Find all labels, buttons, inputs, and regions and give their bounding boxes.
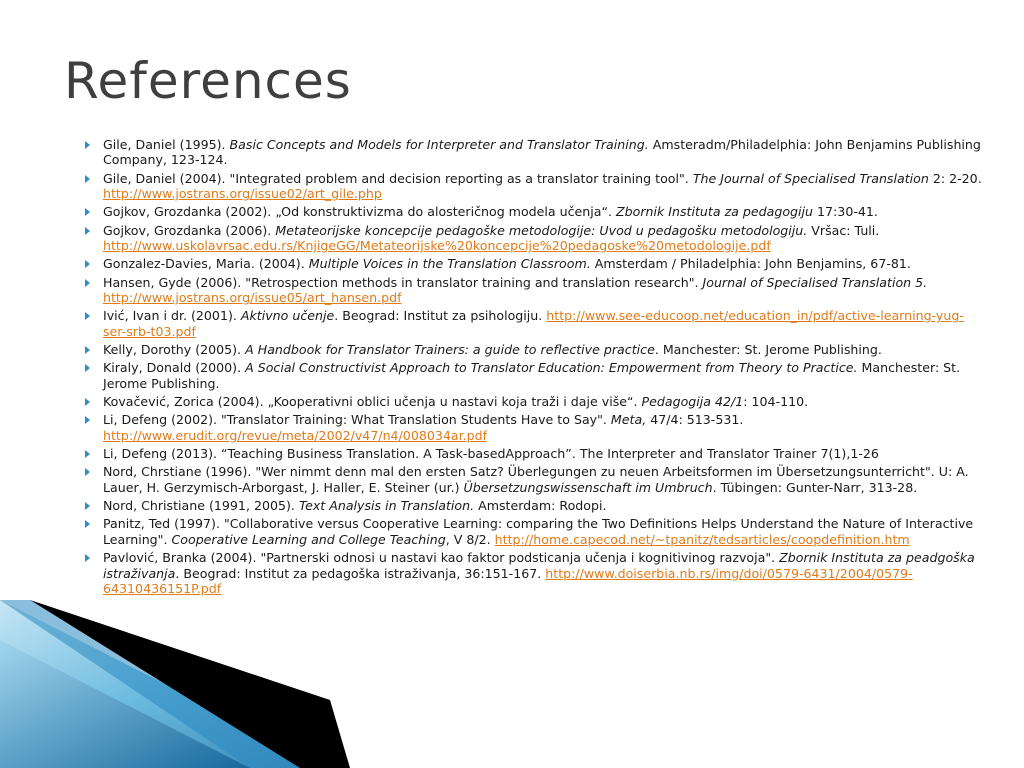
reference-text: Gonzalez-Davies, Maria. (2004). (103, 256, 309, 272)
reference-item (82, 498, 982, 513)
bullet-arrow-icon (85, 260, 90, 268)
reference-text: : 104-110. (743, 394, 809, 410)
bullet-arrow-icon (85, 208, 90, 216)
bullet-arrow-icon (85, 468, 90, 476)
bullet-arrow-icon (85, 398, 90, 406)
reference-title: Text Analysis in Translation. (298, 498, 475, 514)
reference-item (82, 171, 982, 202)
reference-text: . Beograd: Institut za psihologiju. (334, 308, 547, 324)
reference-text: Ivić, Ivan i dr. (2001). (103, 308, 241, 324)
reference-item (82, 308, 982, 339)
reference-text: . Manchester: St. Jerome Publishing. (654, 342, 882, 358)
reference-text: Panitz, Ted (1997). "Collaborative versus Cooperative Learning: comparing the Two Definitions Helps Understand the Nature of Interactive Learning". (103, 516, 974, 547)
bullet-arrow-icon (85, 227, 90, 235)
reference-text: Li, Defeng (2002). "Translator Training: What Translation Students Have to Say". (103, 412, 611, 428)
reference-title: Zbornik Instituta za peadgoška istraživanja (103, 550, 975, 581)
reference-item (82, 137, 982, 168)
reference-title: Multiple Voices in the Translation Classroom. (308, 256, 591, 272)
reference-text: Kovačević, Zorica (2004). „Kooperativni oblici učenja u nastavi koja traži i daje više“. (103, 394, 642, 410)
reference-title: Basic Concepts and Models for Interpreter and Translator Training. (229, 137, 649, 152)
bullet-arrow-icon (85, 502, 90, 510)
reference-item (82, 394, 982, 409)
reference-link[interactable]: http://www.erudit.org/revue/meta/2002/v47/n4/008034ar.pdf (103, 427, 488, 443)
reference-link[interactable]: http://home.capecod.net/~tpanitz/tedsarticles/coopdefinition.htm (494, 531, 910, 547)
reference-text: 2: 2-20. (928, 170, 982, 186)
reference-text: Nord, Chrstiane (1996). "Wer nimmt denn mal den ersten Satz? Überlegungen zu neuen Arbeitsformen im Übersetzungsunterricht". U: A. Lauer, H. Gerzymisch-Arborgast, J. Haller, E. Steiner (ur.) (103, 464, 969, 495)
reference-link[interactable]: http://www.doiserbia.nb.rs/img/doi/0579-6431/2004/0579-64310436151P.pdf (103, 565, 913, 596)
reference-title: Pedagogija 42/1 (641, 394, 744, 410)
bullet-arrow-icon (85, 279, 90, 287)
reference-text: Gojkov, Grozdanka (2006). (103, 222, 276, 238)
reference-text: Hansen, Gyde (2006). "Retrospection methods in translator training and translation research". (103, 274, 703, 290)
reference-text: , V 8/2. (445, 531, 495, 547)
reference-item (82, 204, 982, 219)
reference-text: . Beograd: Institut za pedagoška istraživanja, 36:151-167. (175, 565, 546, 581)
bullet-arrow-icon (85, 554, 90, 562)
reference-title: Übersetzungswissenschaft im Umbruch (463, 479, 713, 495)
reference-text: Nord, Christiane (1991, 2005). (103, 498, 299, 514)
reference-text: Gojkov, Grozdanka (2002). „Od konstruktivizma do alosteričnog modela učenja“. (103, 204, 617, 220)
reference-item (82, 446, 982, 461)
reference-item (82, 412, 982, 443)
reference-text: Vršac: Tuli. (807, 222, 880, 238)
reference-text: Kelly, Dorothy (2005). (103, 342, 246, 358)
reference-text: Pavlović, Branka (2004). "Partnerski odnosi u nastavi kao faktor podsticanja učenja i kognitivinog razvoja". (103, 550, 780, 566)
reference-item (82, 256, 982, 271)
reference-title: A Social Constructivist Approach to Translator Education: Empowerment from Theory to Practice. (245, 360, 858, 376)
bullet-arrow-icon (85, 364, 90, 372)
reference-text: Amsterdam / Philadelphia: John Benjamins, 67-81. (590, 256, 911, 272)
bullet-arrow-icon (85, 175, 90, 183)
reference-text: Amsteradm/Philadelphia: John Benjamins Publishing Company, 123-124. (103, 137, 981, 168)
bullet-arrow-icon (85, 416, 90, 424)
reference-item (82, 342, 982, 357)
reference-link[interactable]: http://www.jostrans.org/issue02/art_gile.php (103, 186, 382, 202)
reference-link[interactable]: http://www.uskolavrsac.edu.rs/KnjigeGG/Metateorijske%20koncepcije%20pedagoske%20metodologije.pdf (103, 238, 771, 254)
bullet-arrow-icon (85, 312, 90, 320)
reference-text: Amsterdam: Rodopi. (474, 498, 607, 514)
reference-title: Cooperative Learning and College Teaching (171, 531, 446, 547)
reference-title: Journal of Specialised Translation 5. (702, 274, 928, 290)
reference-item (82, 550, 982, 596)
slide-title: References (64, 52, 352, 110)
reference-text: 17:30-41. (813, 204, 878, 220)
reference-text: Gile, Daniel (1995). (103, 137, 230, 152)
reference-title: Metateorijske koncepcije pedagoške metodologije: Uvod u pedagošku metodologiju. (275, 222, 808, 238)
reference-link[interactable]: http://www.see-educoop.net/education_in/pdf/active-learning-yug-ser-srb-t03.pdf (103, 308, 964, 339)
reference-title: Aktivno učenje (240, 308, 335, 324)
reference-link[interactable]: http://www.jostrans.org/issue05/art_hansen.pdf (103, 290, 402, 306)
reference-item (82, 360, 982, 391)
reference-title: A Handbook for Translator Trainers: a guide to reflective practice (245, 342, 655, 358)
reference-text: 47/4: 513-531. (646, 412, 744, 428)
reference-title: The Journal of Specialised Translation (692, 170, 929, 186)
reference-title: Zbornik Instituta za pedagogiju (616, 204, 814, 220)
reference-item (82, 516, 982, 547)
reference-item (82, 275, 982, 306)
reference-text: Kiraly, Donald (2000). (103, 360, 246, 376)
reference-title: Meta, (610, 412, 647, 428)
bullet-arrow-icon (85, 450, 90, 458)
reference-text: . Tübingen: Gunter-Narr, 313-28. (712, 479, 918, 495)
reference-text: Manchester: St. Jerome Publishing. (103, 360, 961, 391)
reference-text: Gile, Daniel (2004). "Integrated problem and decision reporting as a translator training tool". (103, 170, 693, 186)
reference-text: Li, Defeng (2013). “Teaching Business Translation. A Task-basedApproach”. The Interpreter and Translator Trainer 7(1),1-26 (103, 446, 879, 462)
references-list (82, 137, 982, 599)
reference-item (82, 464, 982, 495)
bullet-arrow-icon (85, 141, 90, 149)
bullet-arrow-icon (85, 520, 90, 528)
bullet-arrow-icon (85, 346, 90, 354)
reference-item (82, 223, 982, 254)
